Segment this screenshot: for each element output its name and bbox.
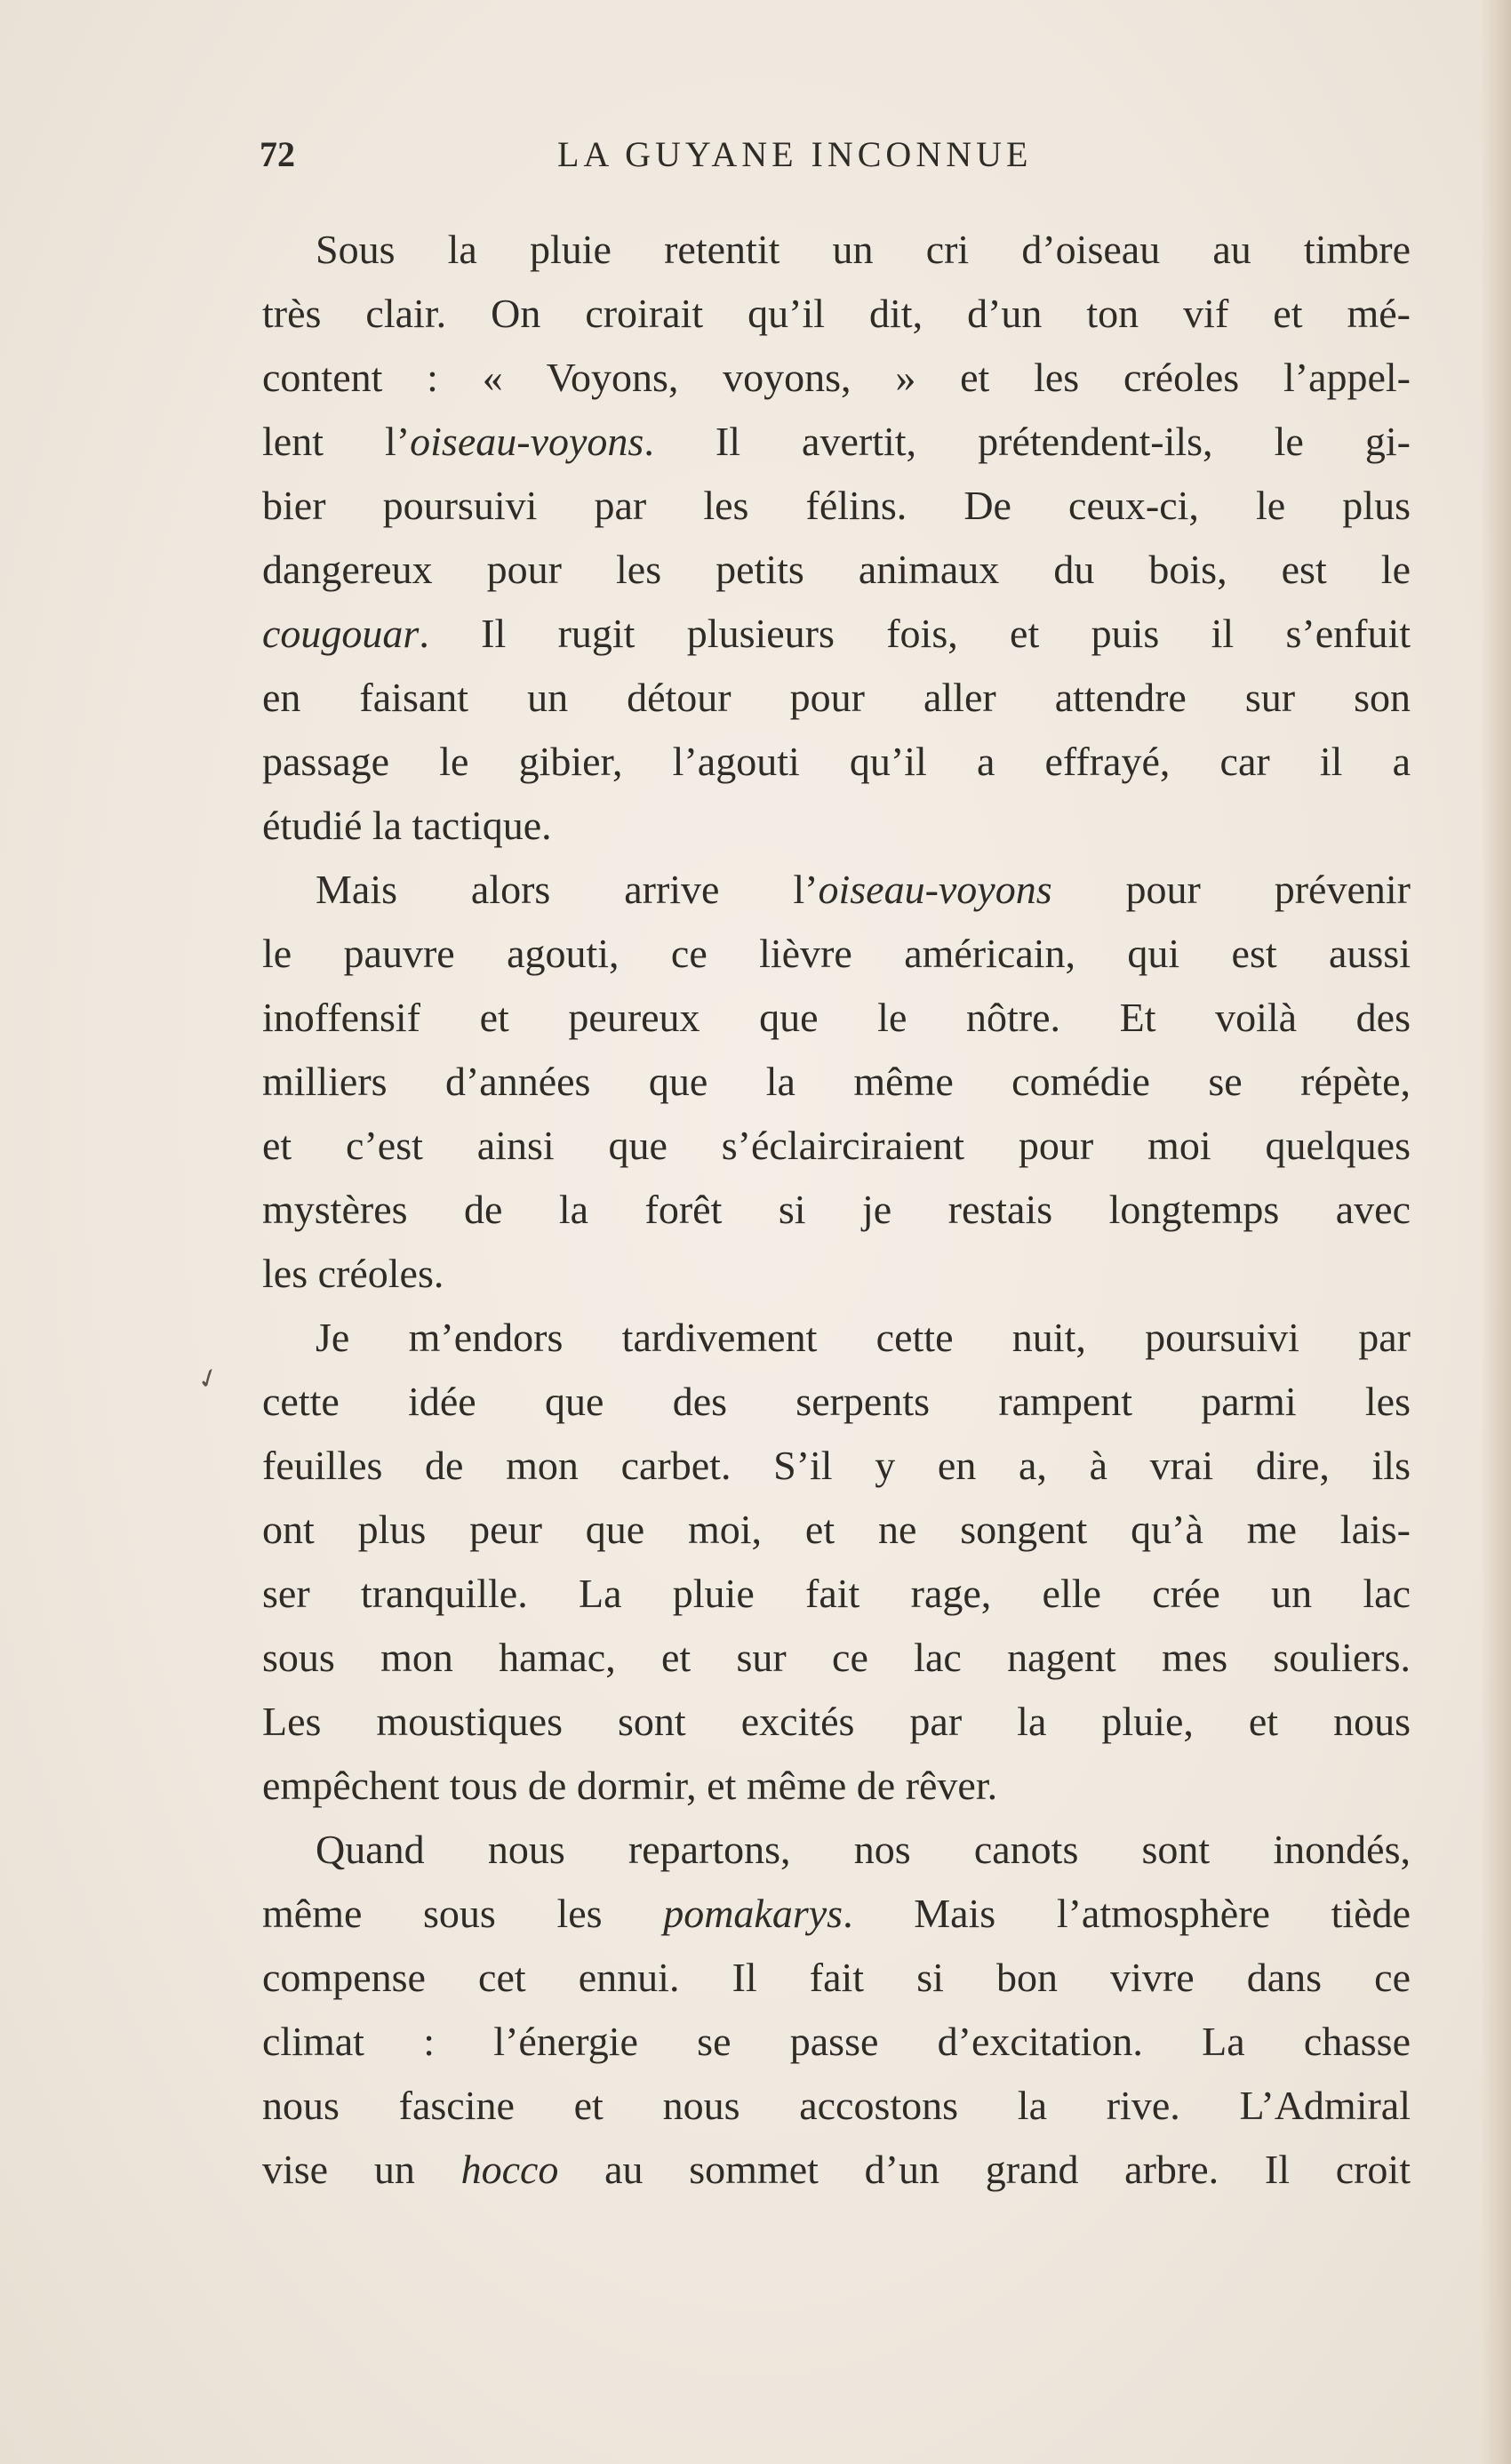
italic-term: pomakarys: [663, 1891, 843, 1936]
body-text: [262, 218, 1411, 2202]
text-segment: pour prévenir: [1051, 867, 1411, 912]
text-line: content : « Voyons, voyons, » et les créoles l’appel-: [262, 355, 1411, 400]
text-line: milliers d’années que la même comédie se répète,: [262, 1059, 1411, 1104]
italic-term: cougouar: [262, 611, 420, 656]
text-line: le pauvre agouti, ce lièvre américain, qui est aussi: [262, 931, 1411, 976]
text-line: dangereux pour les petits animaux du bois, est le: [262, 547, 1411, 592]
page-edge-shadow: [1481, 0, 1511, 2464]
page-number: 72: [260, 134, 295, 174]
text-segment: même sous les: [262, 1891, 664, 1936]
text-line: très clair. On croirait qu’il dit, d’un ton vif et mé-: [262, 291, 1411, 336]
text-line: empêchent tous de dormir, et même de rêver.: [262, 1763, 998, 1808]
text-line: [262, 1882, 1411, 1946]
text-line: les créoles.: [262, 1251, 444, 1296]
text-line: ont plus peur que moi, et ne songent qu’à me lais-: [262, 1507, 1411, 1552]
text-line: étudié la tactique.: [262, 803, 552, 848]
text-line: ser tranquille. La pluie fait rage, elle crée un lac: [262, 1571, 1411, 1616]
text-segment: . Il rugit plusieurs fois, et puis il s’enfuit: [419, 611, 1411, 656]
italic-term: oiseau-voyons: [410, 419, 644, 464]
text-segment: lent l’: [262, 419, 411, 464]
text-segment: Mais alors arrive l’: [316, 867, 819, 912]
text-line: Les moustiques sont excités par la pluie, et nous: [262, 1699, 1411, 1744]
text-line: Je m’endors tardivement cette nuit, poursuivi par: [316, 1315, 1411, 1360]
running-title: LA GUYANE INCONNUE: [557, 134, 1033, 174]
page-header: [260, 133, 1406, 187]
text-segment: . Il avertit, prétendent-ils, le gi-: [644, 419, 1411, 464]
text-line: bier poursuivi par les félins. De ceux-ci, le plus: [262, 483, 1411, 528]
text-line: [262, 858, 1411, 922]
text-line: climat : l’énergie se passe d’excitation. La chasse: [262, 2019, 1411, 2064]
text-line: feuilles de mon carbet. S’il y en a, à vrai dire, ils: [262, 1443, 1411, 1488]
margin-pencil-mark: ✓: [193, 1361, 225, 1397]
text-line: en faisant un détour pour aller attendre sur son: [262, 675, 1411, 720]
text-line: [262, 2138, 1411, 2202]
text-line: [262, 602, 1411, 666]
text-line: passage le gibier, l’agouti qu’il a effrayé, car il a: [262, 739, 1411, 784]
italic-term: oiseau-voyons: [818, 867, 1052, 912]
text-line: inoffensif et peureux que le nôtre. Et voilà des: [262, 995, 1411, 1040]
text-line: cette idée que des serpents rampent parmi les: [262, 1379, 1411, 1424]
text-line: [262, 410, 1411, 474]
text-line: nous fascine et nous accostons la rive. L’Admiral: [262, 2083, 1411, 2128]
text-segment: au sommet d’un grand arbre. Il croit: [558, 2147, 1411, 2192]
text-segment: . Mais l’atmosphère tiède: [843, 1891, 1411, 1936]
text-line: mystères de la forêt si je restais longtemps avec: [262, 1187, 1411, 1232]
text-line: sous mon hamac, et sur ce lac nagent mes souliers.: [262, 1635, 1411, 1680]
text-line: compense cet ennui. Il fait si bon vivre dans ce: [262, 1955, 1411, 2000]
text-line: Sous la pluie retentit un cri d’oiseau au timbre: [316, 227, 1411, 272]
text-line: Quand nous repartons, nos canots sont inondés,: [316, 1827, 1411, 1872]
text-segment: vise un: [262, 2147, 461, 2192]
italic-term: hocco: [460, 2147, 559, 2192]
text-line: et c’est ainsi que s’éclairciraient pour moi quelques: [262, 1123, 1411, 1168]
